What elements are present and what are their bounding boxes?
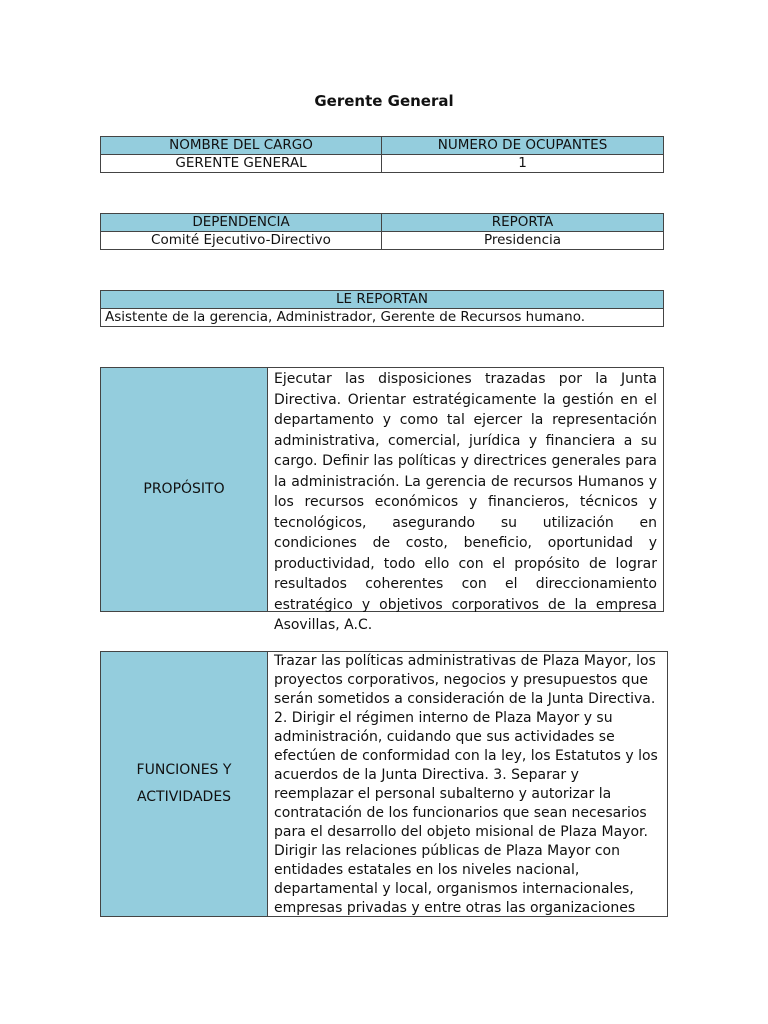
table-row bbox=[101, 232, 664, 250]
cell-job-title: GERENTE GENERAL bbox=[101, 155, 382, 173]
purpose-text: Ejecutar las disposiciones trazadas por la Junta Directiva. Orientar estratégicamente la gestión en el departamento y como tal ejercer la representación administrativa, comercial, jurídica y financiera a su cargo. Definir las políticas y directrices generales para la administración. La gerencia de recursos Humanos y los recursos económicos y financieros, técnicos y tecnológicos, asegurando su utilización en condiciones de costo, beneficio, oportunidad y productividad, todo ello con el propósito de lograr resultados coherentes con el direccionamiento estratégico y objetivos corporativos de la empresa Asovillas, A.C. bbox=[274, 371, 657, 633]
cell-dependency: Comité Ejecutivo-Directivo bbox=[101, 232, 382, 250]
purpose-section bbox=[100, 367, 664, 633]
functions-text: Trazar las políticas administrativas de Plaza Mayor, los proyectos corporativos, negocios y presupuestos que serán sometidos a consideración de la Junta Directiva. 2. Dirigir el régimen interno de Plaza Mayor y su administración, cuidando que sus actividades se efectúen de conformidad con la ley, los Estatutos y los acuerdos de la Junta Directiva. 3. Separar y reemplazar el personal subalterno y autorizar la contratación de los funcionarios que sean necesarios para el desarrollo del objeto misional de Plaza Mayor. Dirigir las relaciones públicas de Plaza Mayor con entidades estatales en los niveles nacional, departamental y local, organismos internacionales, empresas privadas y entre otras las organizaciones bbox=[274, 653, 658, 916]
table-header-row bbox=[101, 137, 664, 155]
cell-subordinates: Asistente de la gerencia, Administrador, Gerente de Recursos humano. bbox=[101, 309, 664, 327]
cell-occupants: 1 bbox=[382, 155, 664, 173]
header-dependency: DEPENDENCIA bbox=[101, 214, 382, 232]
table-row bbox=[101, 155, 664, 173]
subordinates-table bbox=[100, 290, 664, 327]
header-subordinates: LE REPORTAN bbox=[101, 291, 664, 309]
functions-label-line1: FUNCIONES Y bbox=[136, 762, 232, 778]
document-title: Gerente General bbox=[314, 92, 454, 110]
purpose-label: PROPÓSITO bbox=[101, 368, 268, 611]
table-header-row bbox=[101, 214, 664, 232]
functions-section bbox=[100, 651, 668, 917]
cell-reports-to: Presidencia bbox=[382, 232, 664, 250]
functions-label bbox=[101, 652, 268, 916]
header-job-title: NOMBRE DEL CARGO bbox=[101, 137, 382, 155]
dependency-table bbox=[100, 213, 664, 250]
header-reports-to: REPORTA bbox=[382, 214, 664, 232]
table-row bbox=[101, 309, 664, 327]
table-header-row bbox=[101, 291, 664, 309]
header-occupants: NUMERO DE OCUPANTES bbox=[382, 137, 664, 155]
job-title-table bbox=[100, 136, 664, 173]
functions-label-line2: ACTIVIDADES bbox=[136, 789, 232, 805]
